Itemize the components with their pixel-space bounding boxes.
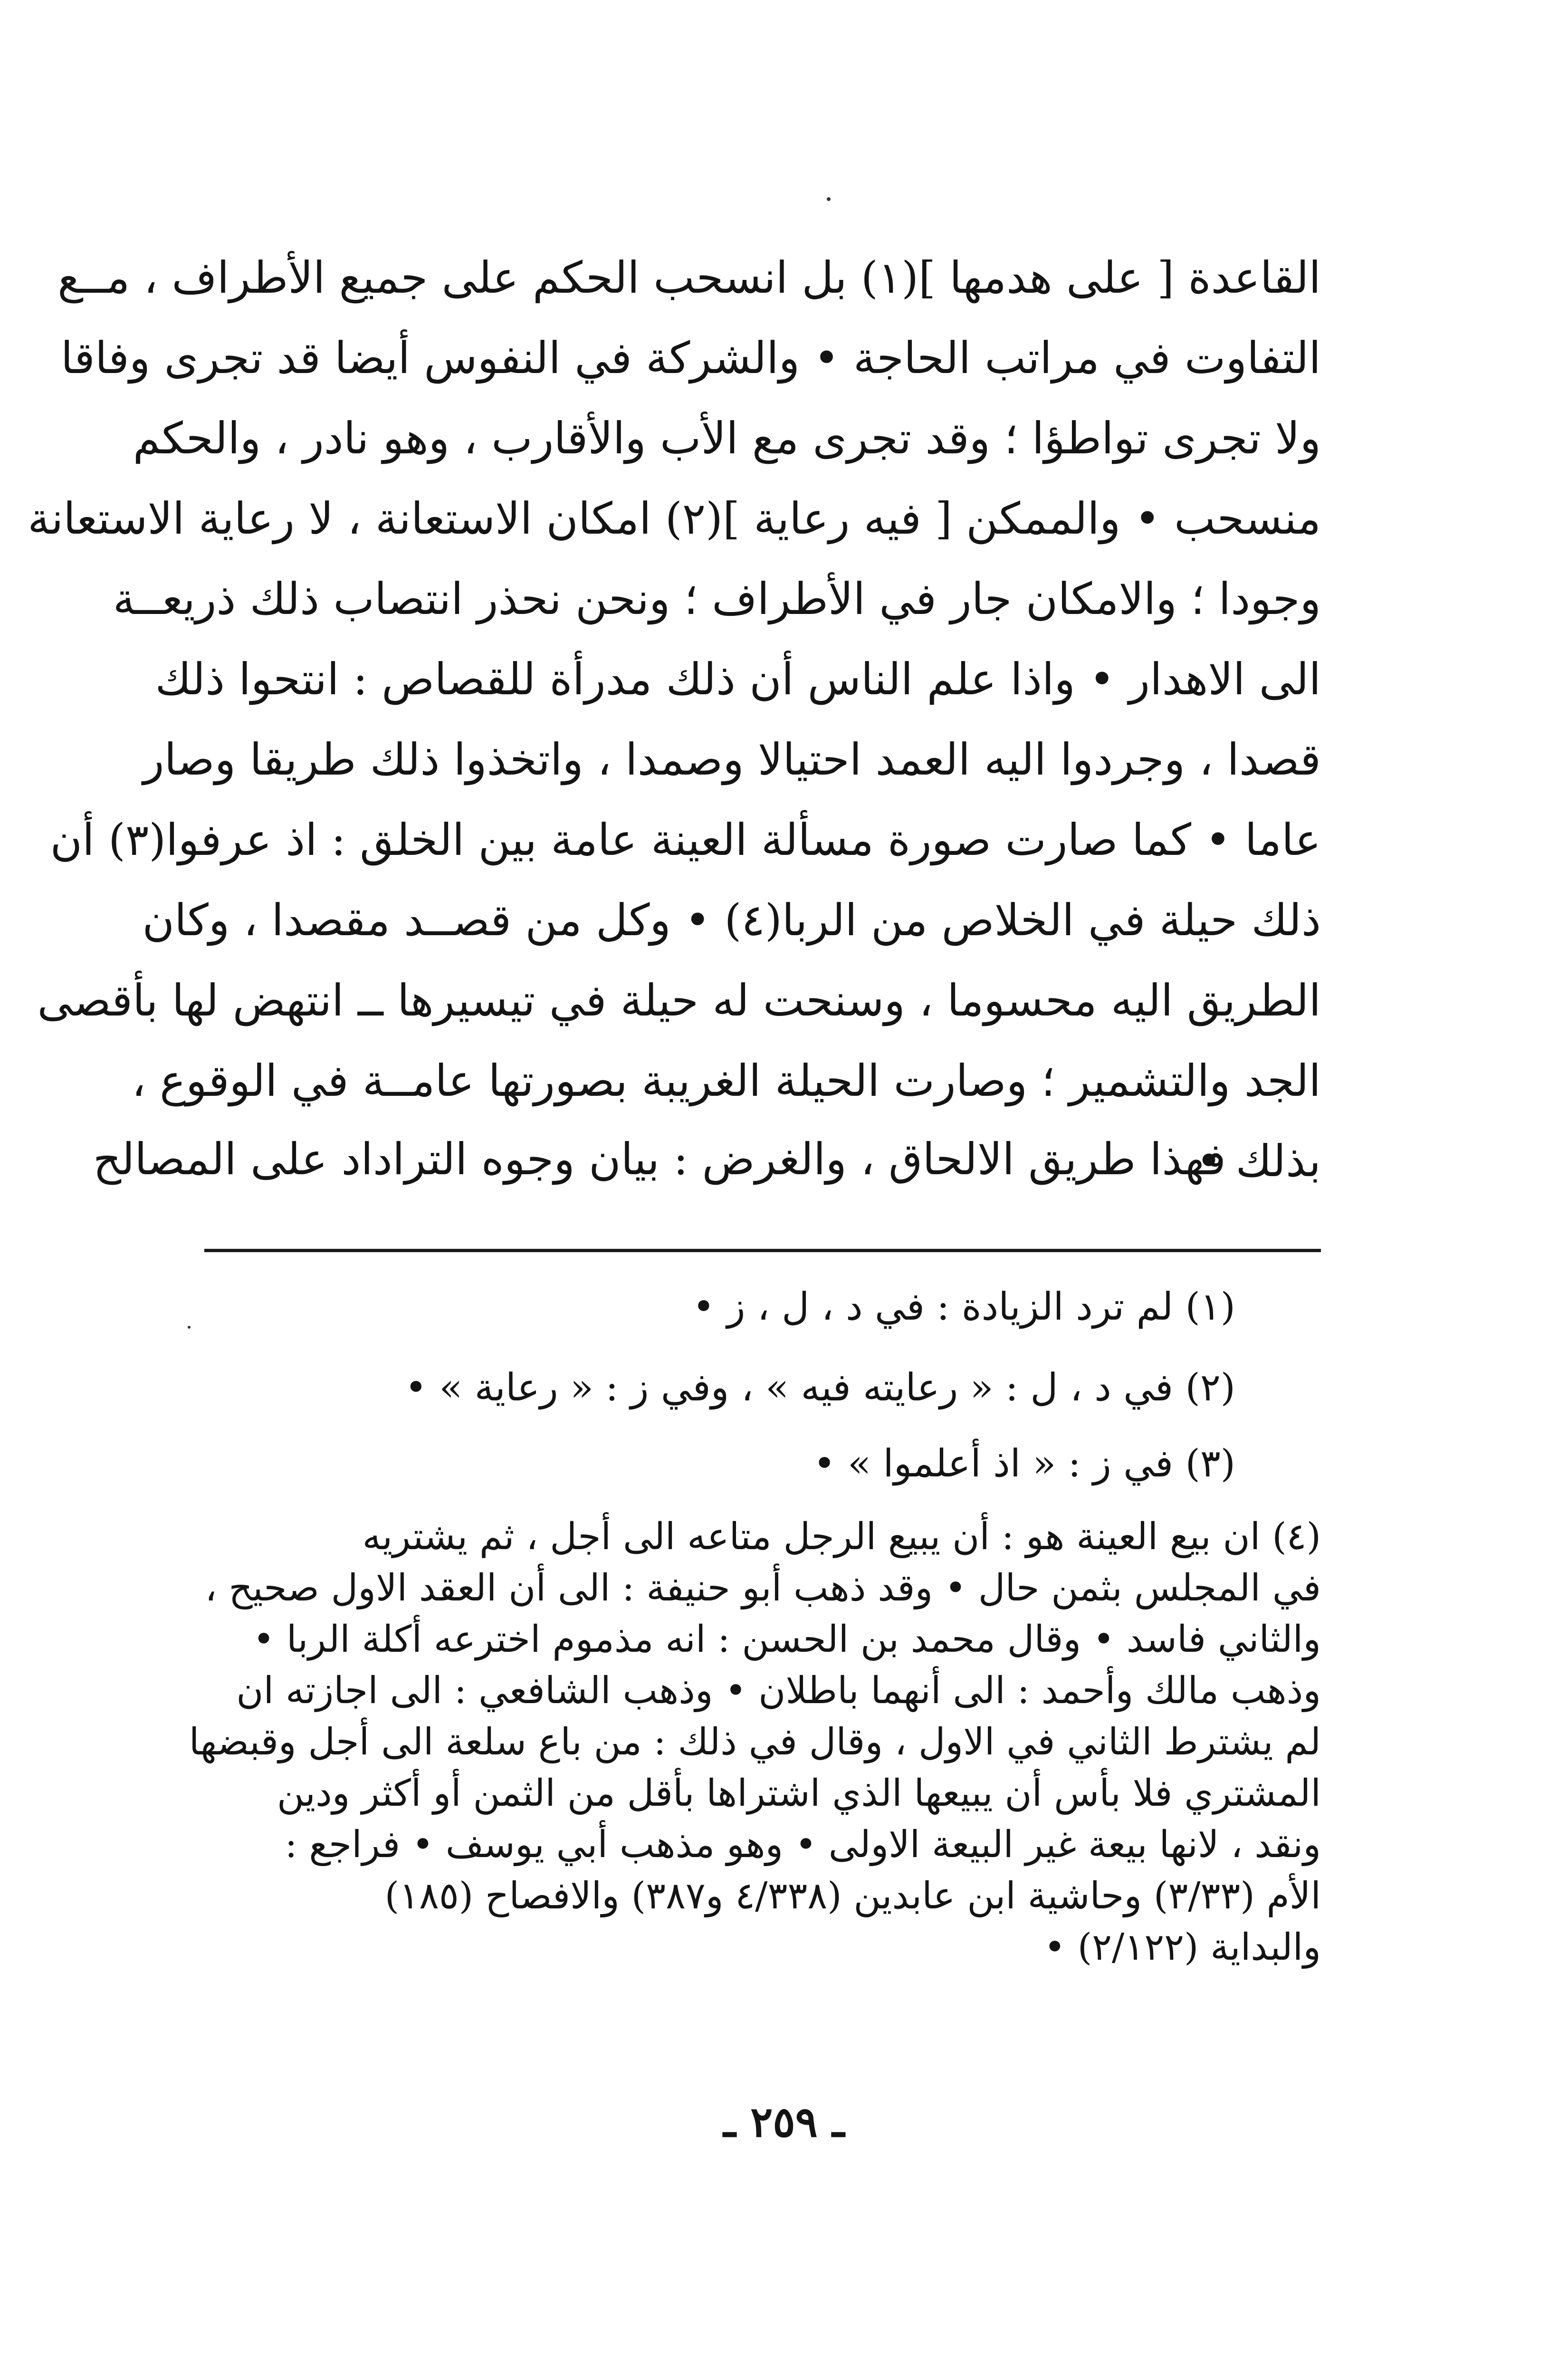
body-line: عاما • كما صارت صورة مسألة العينة عامة بين الخلق : اذ عرفوا(٣) أن bbox=[50, 814, 1321, 865]
footnote-4-line: ونقد ، لانها بيعة غير البيعة الاولى • وهو مذهب أبي يوسف • فراجع : bbox=[285, 1823, 1321, 1866]
footnote-4-line: لم يشترط الثاني في الاول ، وقال في ذلك : من باع سلعة الى أجل وقبضها bbox=[189, 1721, 1321, 1763]
body-line: الجد والتشمير ؛ وصارت الحيلة الغريبة بصورتها عامــة في الوقوع ، bbox=[132, 1055, 1321, 1106]
footnote-2: (٢) في د ، ل : « رعايته فيه » ، وفي ز : « رعاية » • bbox=[404, 1365, 1235, 1409]
body-line: قصدا ، وجردوا اليه العمد احتيالا وصمدا ، واتخذوا ذلك طريقا وصار bbox=[143, 734, 1321, 785]
body-line: ذلك حيلة في الخلاص من الربا(٤) • وكل من قصــد مقصدا ، وكان bbox=[142, 895, 1321, 946]
scan-speck bbox=[188, 1326, 191, 1329]
body-line: الى الاهدار • واذا علم الناس أن ذلك مدرأة للقصاص : انتحوا ذلك bbox=[155, 654, 1321, 705]
footnote-4-line: وذهب مالك وأحمد : الى أنهما باطلان • وذهب الشافعي : الى اجازته ان bbox=[236, 1669, 1321, 1712]
main-text-block bbox=[28, 238, 1321, 1201]
body-line: ولا تجرى تواطؤا ؛ وقد تجرى مع الأب والأقارب ، وهو نادر ، والحكم bbox=[133, 413, 1321, 464]
footnote-separator bbox=[204, 1249, 1321, 1252]
body-line: بذلك • bbox=[1196, 1136, 1321, 1187]
body-line: التفاوت في مراتب الحاجة • والشركة في النفوس أيضا قد تجرى وفاقا bbox=[60, 333, 1321, 383]
footnote-4-line: الأم (٣/٣٣) وحاشية ابن عابدين (٤/٣٣٨ و٣٨٧) والافصاح (١٨٥) bbox=[384, 1875, 1321, 1917]
footnote-3: (٣) في ز : « اذ أعلموا » • bbox=[813, 1441, 1235, 1485]
closing-line: فهذا طريق الالحاق ، والغرض : بيان وجوه التراداد على المصالح bbox=[93, 1134, 1226, 1185]
footnote-1: (١) لم ترد الزيادة : في د ، ل ، ز • bbox=[692, 1284, 1235, 1329]
scan-speck bbox=[827, 197, 831, 201]
page-number: ـ ٢٥٩ ـ bbox=[723, 2097, 845, 2146]
footnote-4-line: والبداية (٢/١٢٢) • bbox=[1043, 1926, 1321, 1969]
footnote-4-line: والثاني فاسد • وقال محمد بن الحسن : انه مذموم اخترعه أكلة الربا • bbox=[253, 1618, 1321, 1661]
footnote-4 bbox=[190, 1511, 1321, 1973]
footnote-4-line: (٤) ان بيع العينة هو : أن يبيع الرجل متاعه الى أجل ، ثم يشتريه bbox=[362, 1515, 1321, 1558]
body-line: منسحب • والممكن [ فيه رعاية ](٢) امكان الاستعانة ، لا رعاية الاستعانة bbox=[28, 493, 1321, 544]
body-line: الطريق اليه محسوما ، وسنحت له حيلة في تيسيرها ــ انتهض لها بأقصى bbox=[37, 975, 1321, 1026]
footnote-4-line: في المجلس بثمن حال • وقد ذهب أبو حنيفة : الى أن العقد الاول صحيح ، bbox=[205, 1567, 1321, 1610]
body-line: القاعدة [ على هدمها ](١) بل انسحب الحكم على جميع الأطراف ، مــع bbox=[57, 252, 1321, 303]
body-line: وجودا ؛ والامكان جار في الأطراف ؛ ونحن نحذر انتصاب ذلك ذريعــة bbox=[113, 574, 1321, 624]
footnote-4-line: المشتري فلا بأس أن يبيعها الذي اشتراها بأقل من الثمن أو أكثر ودين bbox=[277, 1772, 1321, 1815]
